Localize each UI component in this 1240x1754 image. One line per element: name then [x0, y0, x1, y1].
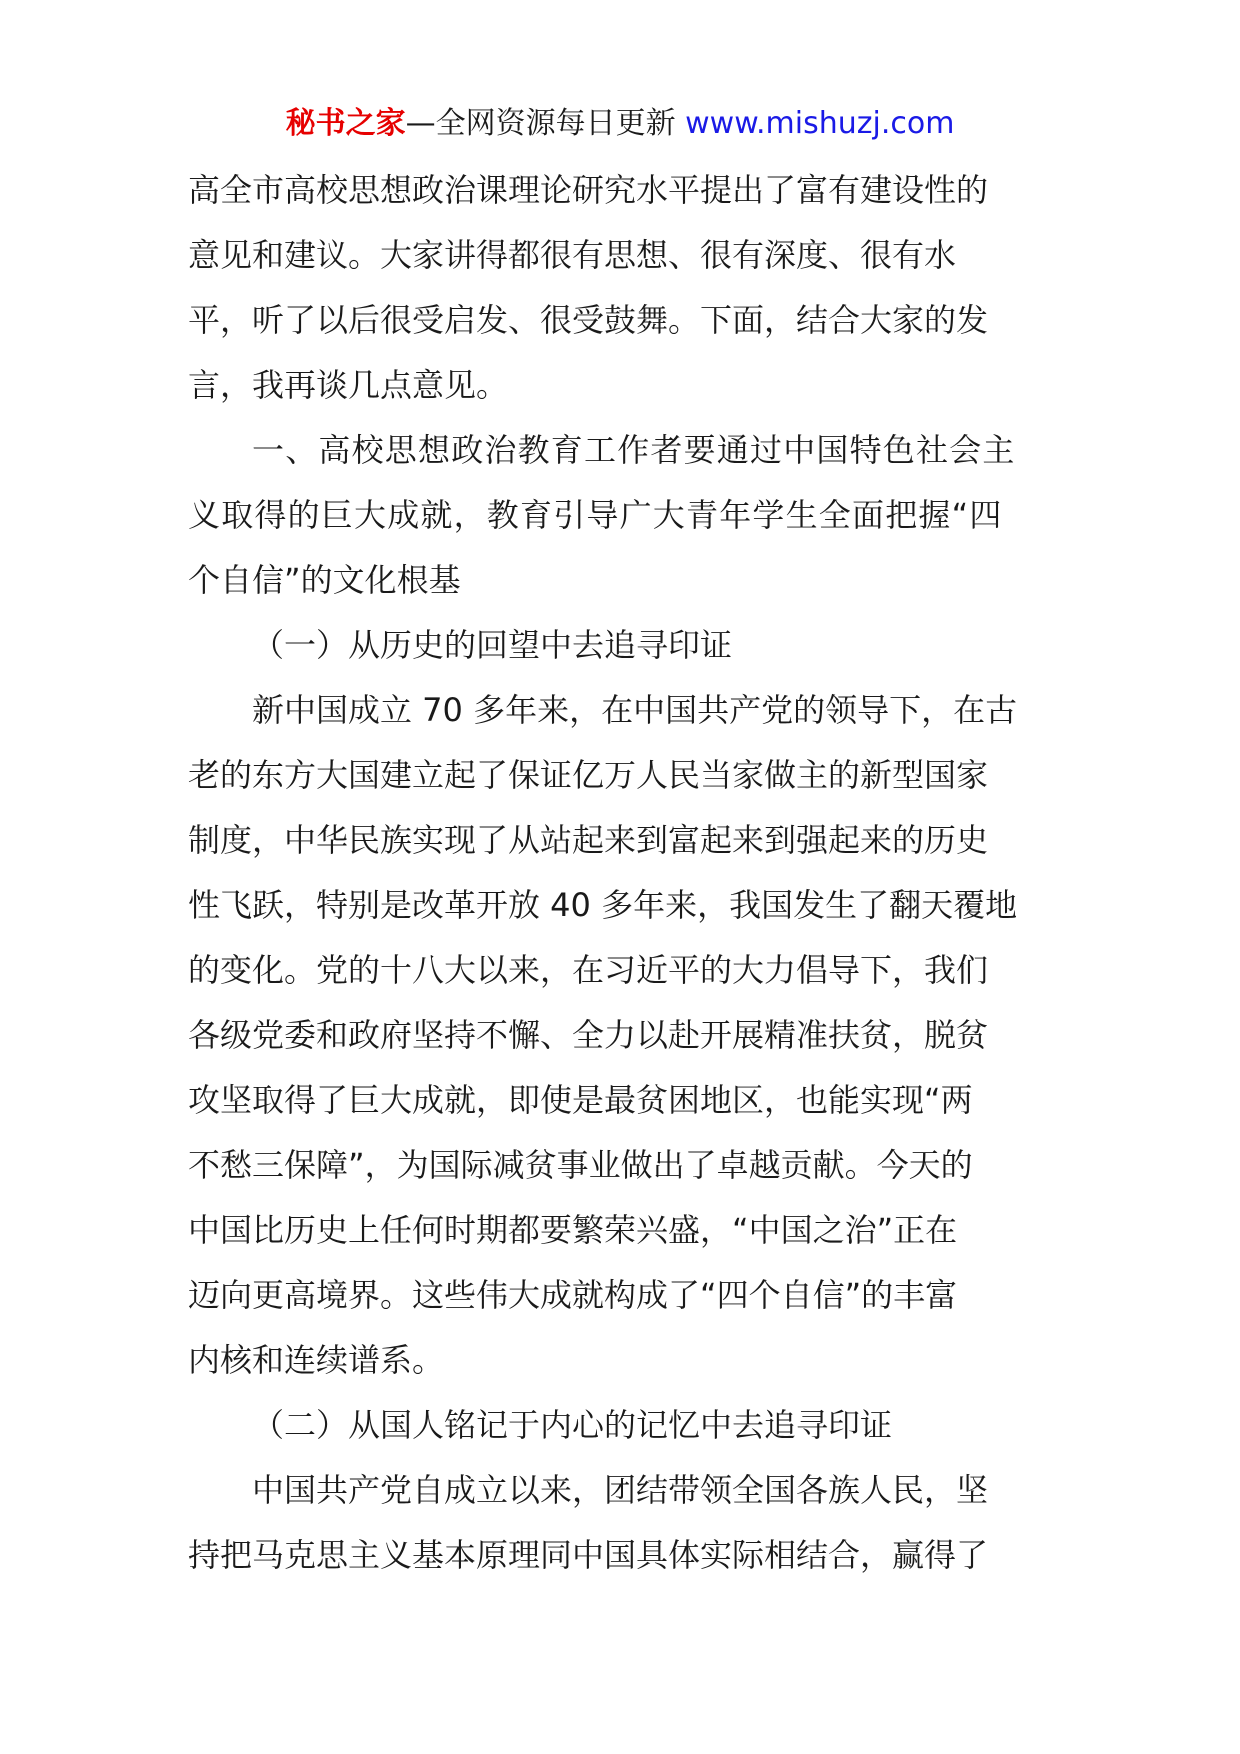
section-heading-line: 个自信”的文化根基	[188, 561, 461, 599]
subsection-heading: （二）从国人铭记于内心的记忆中去追寻印证	[252, 1406, 893, 1444]
body-line: 内核和连续谱系。	[188, 1341, 445, 1379]
document-body	[188, 158, 1056, 1588]
body-line: 迈向更高境界。这些伟大成就构成了“四个自信”的丰富	[188, 1276, 958, 1314]
body-line: 各级党委和政府坚持不懈、全力以赴开展精准扶贫，脱贫	[188, 1016, 989, 1054]
body-line: 持把马克思主义基本原理同中国具体实际相结合，赢得了	[188, 1536, 989, 1574]
body-line: 中国共产党自成立以来，团结带领全国各族人民，坚	[252, 1471, 989, 1509]
body-line: 新中国成立 70 多年来，在中国共产党的领导下，在古	[252, 691, 1018, 729]
section-heading-line: 义取得的巨大成就，教育引导广大青年学生全面把握“四	[188, 496, 1003, 534]
body-line: 中国比历史上任何时期都要繁荣兴盛，“中国之治”正在	[188, 1211, 958, 1249]
body-line: 性飞跃，特别是改革开放 40 多年来，我国发生了翻天覆地	[188, 886, 1018, 924]
brand-name: 秘书之家	[285, 106, 406, 141]
document-header	[0, 104, 1240, 144]
body-line: 不愁三保障”，为国际减贫事业做出了卓越贡献。今天的	[188, 1146, 973, 1184]
body-line: 老的东方大国建立起了保证亿万人民当家做主的新型国家	[188, 756, 989, 794]
body-line: 意见和建议。大家讲得都很有思想、很有深度、很有水	[188, 236, 957, 274]
body-line: 言，我再谈几点意见。	[188, 366, 509, 404]
body-line: 的变化。党的十八大以来，在习近平的大力倡导下，我们	[188, 951, 989, 989]
body-line: 攻坚取得了巨大成就，即使是最贫困地区，也能实现“两	[188, 1081, 973, 1119]
body-line: 平，听了以后很受启发、很受鼓舞。下面，结合大家的发	[188, 301, 989, 339]
body-line: 高全市高校思想政治课理论研究水平提出了富有建设性的	[188, 171, 989, 209]
body-line: 制度，中华民族实现了从站起来到富起来到强起来的历史	[188, 821, 989, 859]
website-link[interactable]: www.mishuzj.com	[685, 106, 955, 141]
subsection-heading: （一）从历史的回望中去追寻印证	[252, 626, 733, 664]
section-heading-line: 一、高校思想政治教育工作者要通过中国特色社会主	[252, 431, 1016, 469]
header-tagline: —全网资源每日更新	[405, 106, 686, 141]
